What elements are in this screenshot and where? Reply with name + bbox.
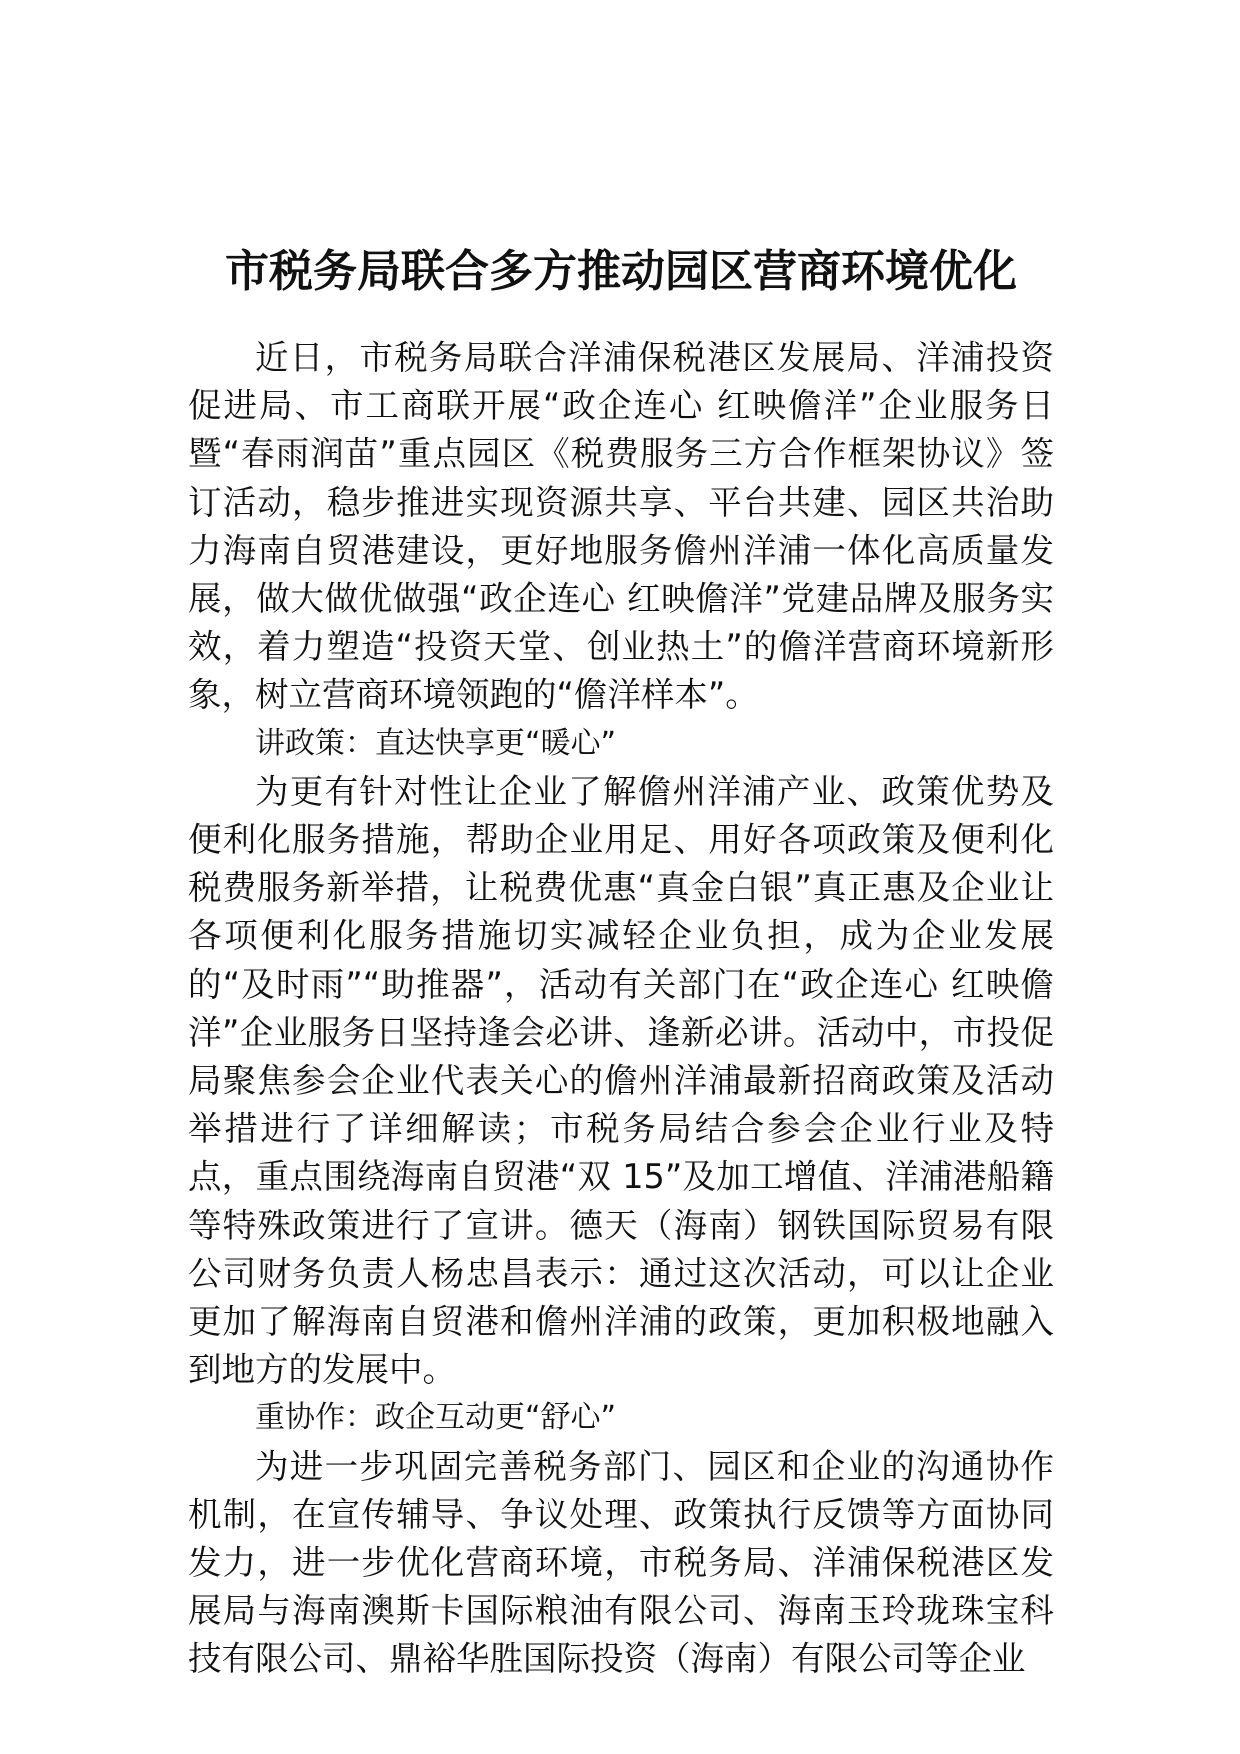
section-heading-cooperation: 重协作：政企互动更“舒心”	[255, 1400, 617, 1436]
document-body	[188, 334, 1054, 1684]
intro-paragraph: 近日，市税务局联合洋浦保税港区发展局、洋浦投资促进局、市工商联开展“政企连心 红映儋洋”企业服务日暨“春雨润苗”重点园区《税费服务三方合作框架协议》签订活动，稳步推进实现资源共享、平台共建、园区共治助力海南自贸港建设，更好地服务儋州洋浦一体化高质量发展，做大做优做强“政企连心 红映儋洋”党建品牌及服务实效，着力塑造“投资天堂、创业热土”的儋洋营商环境新形象，树立营商环境领跑的“儋洋样本”。	[188, 338, 1054, 715]
cooperation-paragraph: 为进一步巩固完善税务部门、园区和企业的沟通协作机制，在宣传辅导、争议处理、政策执行反馈等方面协同发力，进一步优化营商环境，市税务局、洋浦保税港区发展局与海南澳斯卡国际粮油有限公司、海南玉玲珑珠宝科技有限公司、鼎裕华胜国际投资（海南）有限公司等企业	[188, 1446, 1054, 1679]
section-heading-policy: 讲政策：直达快享更“暖心”	[255, 725, 617, 761]
document-title: 市税务局联合多方推动园区营商环境优化	[225, 246, 1017, 298]
policy-paragraph: 为更有针对性让企业了解儋州洋浦产业、政策优势及便利化服务措施，帮助企业用足、用好各项政策及便利化税费服务新举措，让税费优惠“真金白银”真正惠及企业让各项便利化服务措施切实减轻企业负担，成为企业发展的“及时雨”“助推器”，活动有关部门在“政企连心 红映儋洋”企业服务日坚持逢会必讲、逢新必讲。活动中，市投促局聚焦参会企业代表关心的儋州洋浦最新招商政策及活动举措进行了详细解读；市税务局结合参会企业行业及特点，重点围绕海南自贸港“双 15”及加工增值、洋浦港船籍等特殊政策进行了宣讲。德天（海南）钢铁国际贸易有限公司财务负责人杨忠昌表示：通过这次活动，可以让企业更加了解海南自贸港和儋州洋浦的政策，更加积极地融入到地方的发展中。	[188, 771, 1054, 1390]
